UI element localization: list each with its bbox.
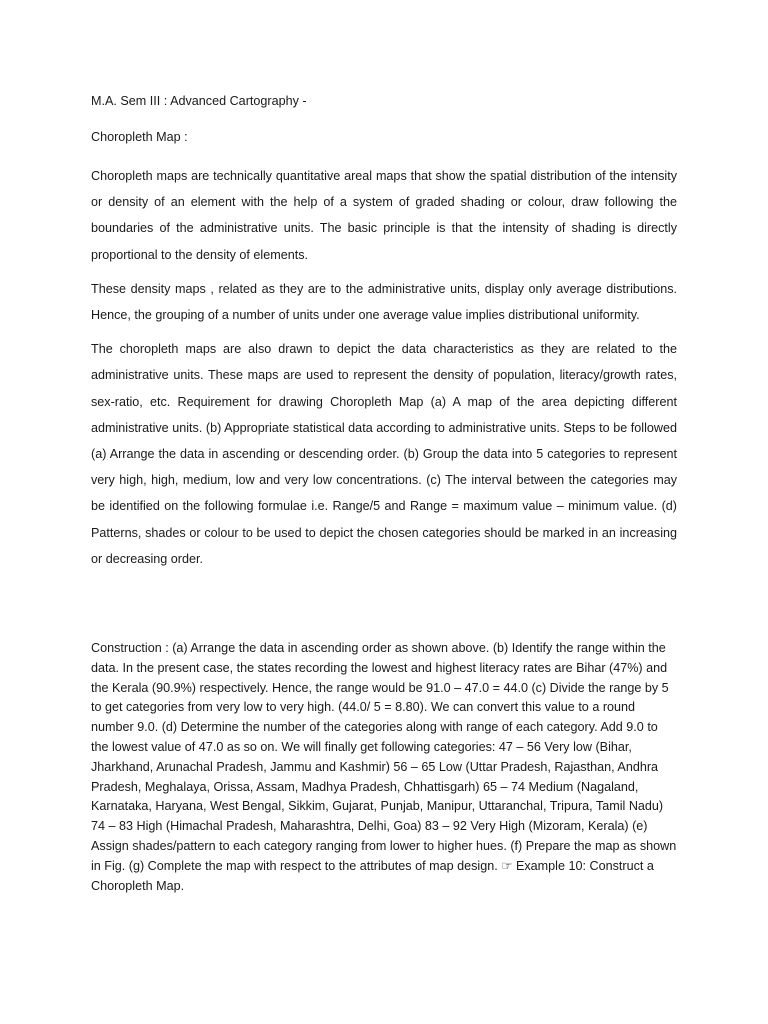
- document-body: [91, 91, 677, 572]
- course-heading: M.A. Sem III : Advanced Cartography -: [91, 94, 307, 108]
- section-title: Choropleth Map :: [91, 130, 188, 144]
- paragraph-density-maps: These density maps , related as they are to the administrative units, display only average distributions. Hence, the grouping of a number of units under one average value implies distributional uniformity.: [91, 281, 677, 323]
- paragraph-definition: Choropleth maps are technically quantitative areal maps that show the spatial distribution of the intensity or density of an element with the help of a system of graded shading or colour, draw following the boundaries of the administrative units. The basic principle is that the intensity of shading is directly proportional to the density of elements.: [91, 169, 677, 262]
- paragraph-requirements: The choropleth maps are also drawn to depict the data characteristics as they are related to the administrative units. These maps are used to represent the density of population, literacy/growth rates, sex-ratio, etc. Requirement for drawing Choropleth Map (a) A map of the area depicting different administrative units. (b) Appropriate statistical data according to administrative units. Steps to be followed (a) Arrange the data in ascending or descending order. (b) Group the data into 5 categories to represent very high, high, medium, low and very low concentrations. (c) The interval between the categories may be identified on the following formulae i.e. Range/5 and Range = maximum value – minimum value. (d) Patterns, shades or colour to be used to depict the chosen categories should be marked in an increasing or decreasing order.: [91, 342, 677, 566]
- paragraph-construction: Construction : (a) Arrange the data in ascending order as shown above. (b) Identify the range within the data. In the present case, the states recording the lowest and highest literacy rates are Bihar (47%) and the Kerala (90.9%) respectively. Hence, the range would be 91.0 – 47.0 = 44.0 (c) Divide the range by 5 to get categories from very low to very high. (44.0/ 5 = 8.80). We can convert this value to a round number 9.0. (d) Determine the number of the categories along with range of each category. Add 9.0 to the lowest value of 47.0 as so on. We will finally get following categories: 47 – 56 Very low (Bihar, Jharkhand, Arunachal Pradesh, Jammu and Kashmir) 56 – 65 Low (Uttar Pradesh, Rajasthan, Andhra Pradesh, Meghalaya, Orissa, Assam, Madhya Pradesh, Chhattisgarh) 65 – 74 Medium (Nagaland, Karnataka, Haryana, West Bengal, Sikkim, Gujarat, Punjab, Manipur, Uttaranchal, Tripura, Tamil Nadu) 74 – 83 High (Himachal Pradesh, Maharashtra, Delhi, Goa) 83 – 92 Very High (Mizoram, Kerala) (e) Assign shades/pattern to each category ranging from lower to higher hues. (f) Prepare the map as shown in Fig. (g) Complete the map with respect to the attributes of map design. ☞ Example 10: Construct a Choropleth Map.: [91, 641, 677, 893]
